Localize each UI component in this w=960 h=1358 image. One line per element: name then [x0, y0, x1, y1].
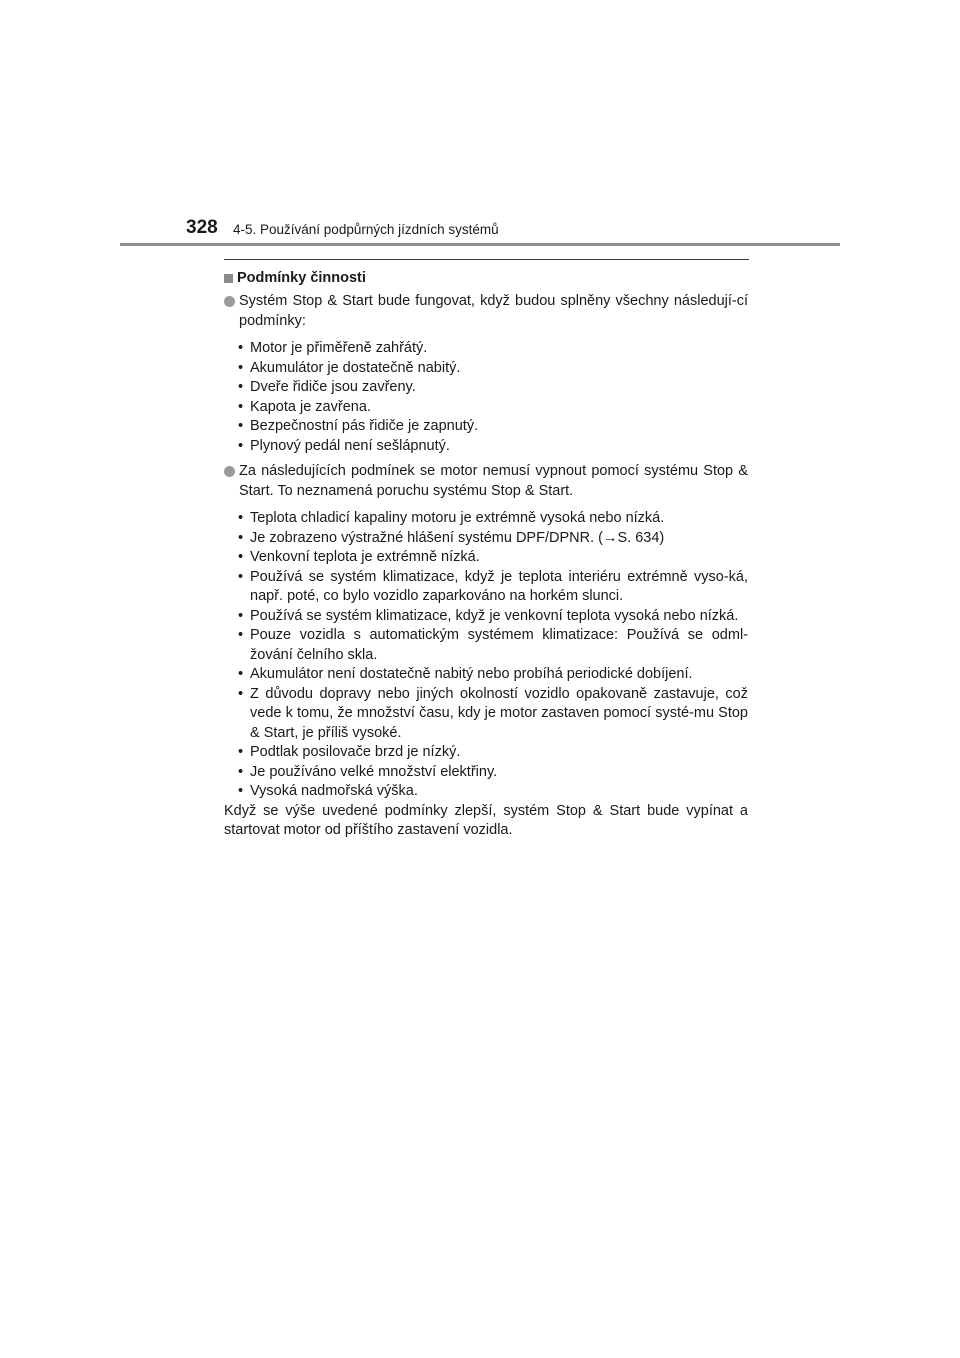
circle-bullet-icon	[224, 466, 235, 477]
dot-bullet-icon: •	[238, 685, 244, 702]
list-item-text: Kapota je zavřena.	[250, 398, 371, 415]
list-item	[224, 626, 748, 665]
list-item	[224, 685, 748, 744]
list-item	[224, 548, 748, 568]
bullet-list	[224, 509, 748, 802]
list-item-text: Je používáno velké množství elektřiny.	[250, 763, 498, 780]
content-rule	[224, 259, 749, 260]
dot-bullet-icon: •	[238, 529, 244, 546]
list-item-text: Pouze vozidla s automatickým systémem klimatizace: Používá se odml-žování čelního skla.	[250, 627, 748, 663]
list-item-text: Akumulátor je dostatečně nabitý.	[250, 359, 461, 376]
list-item-text: Plynový pedál není sešlápnutý.	[250, 437, 450, 454]
dot-bullet-icon: •	[238, 340, 244, 356]
condition-item-text: Systém Stop & Start bude fungovat, když budou splněny všechny následují-cí podmínky:	[239, 293, 748, 329]
bullet-list	[224, 339, 748, 456]
dot-bullet-icon: •	[238, 398, 244, 415]
list-item	[224, 417, 748, 437]
list-item-text: Používá se systém klimatizace, když je venkovní teplota vysoká nebo nízká.	[250, 607, 739, 624]
dot-bullet-icon: •	[238, 359, 244, 376]
section-heading	[224, 269, 748, 289]
closing-paragraph: Když se výše uvedené podmínky zlepší, systém Stop & Start bude vypínat a startovat motor od příštího zastavení vozidla.	[224, 802, 748, 838]
list-item	[224, 568, 748, 607]
dot-bullet-icon: •	[238, 418, 244, 434]
list-item-text: Teplota chladicí kapaliny motoru je extrémně vysoká nebo nízká.	[250, 510, 665, 526]
list-item	[224, 782, 748, 802]
header-rule	[120, 243, 840, 246]
list-item-text: Dveře řidiče jsou zavřeny.	[250, 379, 416, 395]
list-item-text: Vysoká nadmořská výška.	[250, 783, 418, 799]
dot-bullet-icon: •	[238, 437, 244, 454]
condition-item-text: Za následujících podmínek se motor nemusí vypnout pomocí systému Stop & Start. To neznamená poruchu systému Stop & Start.	[239, 463, 748, 499]
dot-bullet-icon: •	[238, 744, 244, 760]
list-item-text: Motor je přiměřeně zahřátý.	[250, 340, 428, 356]
list-item	[224, 339, 748, 359]
square-bullet-icon	[224, 274, 233, 283]
content	[224, 269, 748, 841]
chapter-title: 4-5. Používání podpůrných jízdních systémů	[233, 222, 499, 237]
list-item	[224, 359, 748, 379]
list-item-text: Z důvodu dopravy nebo jiných okolností vozidlo opakovaně zastavuje, což vede k tomu, že množství času, kdy je motor zastaven pomocí systé-mu Stop & Start, je příliš vysoké.	[250, 685, 748, 741]
dot-bullet-icon: •	[238, 666, 244, 682]
list-item	[224, 607, 748, 627]
list-item	[224, 763, 748, 783]
condition-item	[224, 292, 748, 331]
list-item	[224, 743, 748, 763]
circle-bullet-icon	[224, 296, 235, 307]
list-item	[224, 398, 748, 418]
list-item-text: Podtlak posilovače brzd je nízký.	[250, 744, 461, 760]
dot-bullet-icon: •	[238, 607, 244, 624]
section-title: Podmínky činnosti	[237, 270, 366, 286]
list-item-text: Používá se systém klimatizace, když je teplota interiéru extrémně vyso-ká, např. poté, co bylo vozidlo zaparkováno na horkém slunci.	[250, 568, 748, 604]
dot-bullet-icon: •	[238, 379, 244, 395]
list-item-text: Venkovní teplota je extrémně nízká.	[250, 549, 480, 565]
dot-bullet-icon: •	[238, 627, 244, 643]
list-item-text: Akumulátor není dostatečně nabitý nebo probíhá periodické dobíjení.	[250, 666, 693, 682]
list-item	[224, 437, 748, 457]
dot-bullet-icon: •	[238, 510, 244, 526]
condition-item	[224, 462, 748, 501]
page-number: 328	[186, 217, 218, 238]
list-item-text: Bezpečnostní pás řidiče je zapnutý.	[250, 418, 479, 434]
list-item	[224, 509, 748, 529]
list-item	[224, 665, 748, 685]
list-item	[224, 378, 748, 398]
dot-bullet-icon: •	[238, 783, 244, 799]
list-item	[224, 529, 748, 549]
list-item-text: Je zobrazeno výstražné hlášení systému DPF/DPNR. (→S. 634)	[250, 529, 665, 546]
dot-bullet-icon: •	[238, 763, 244, 780]
dot-bullet-icon: •	[238, 549, 244, 565]
dot-bullet-icon: •	[238, 568, 244, 585]
